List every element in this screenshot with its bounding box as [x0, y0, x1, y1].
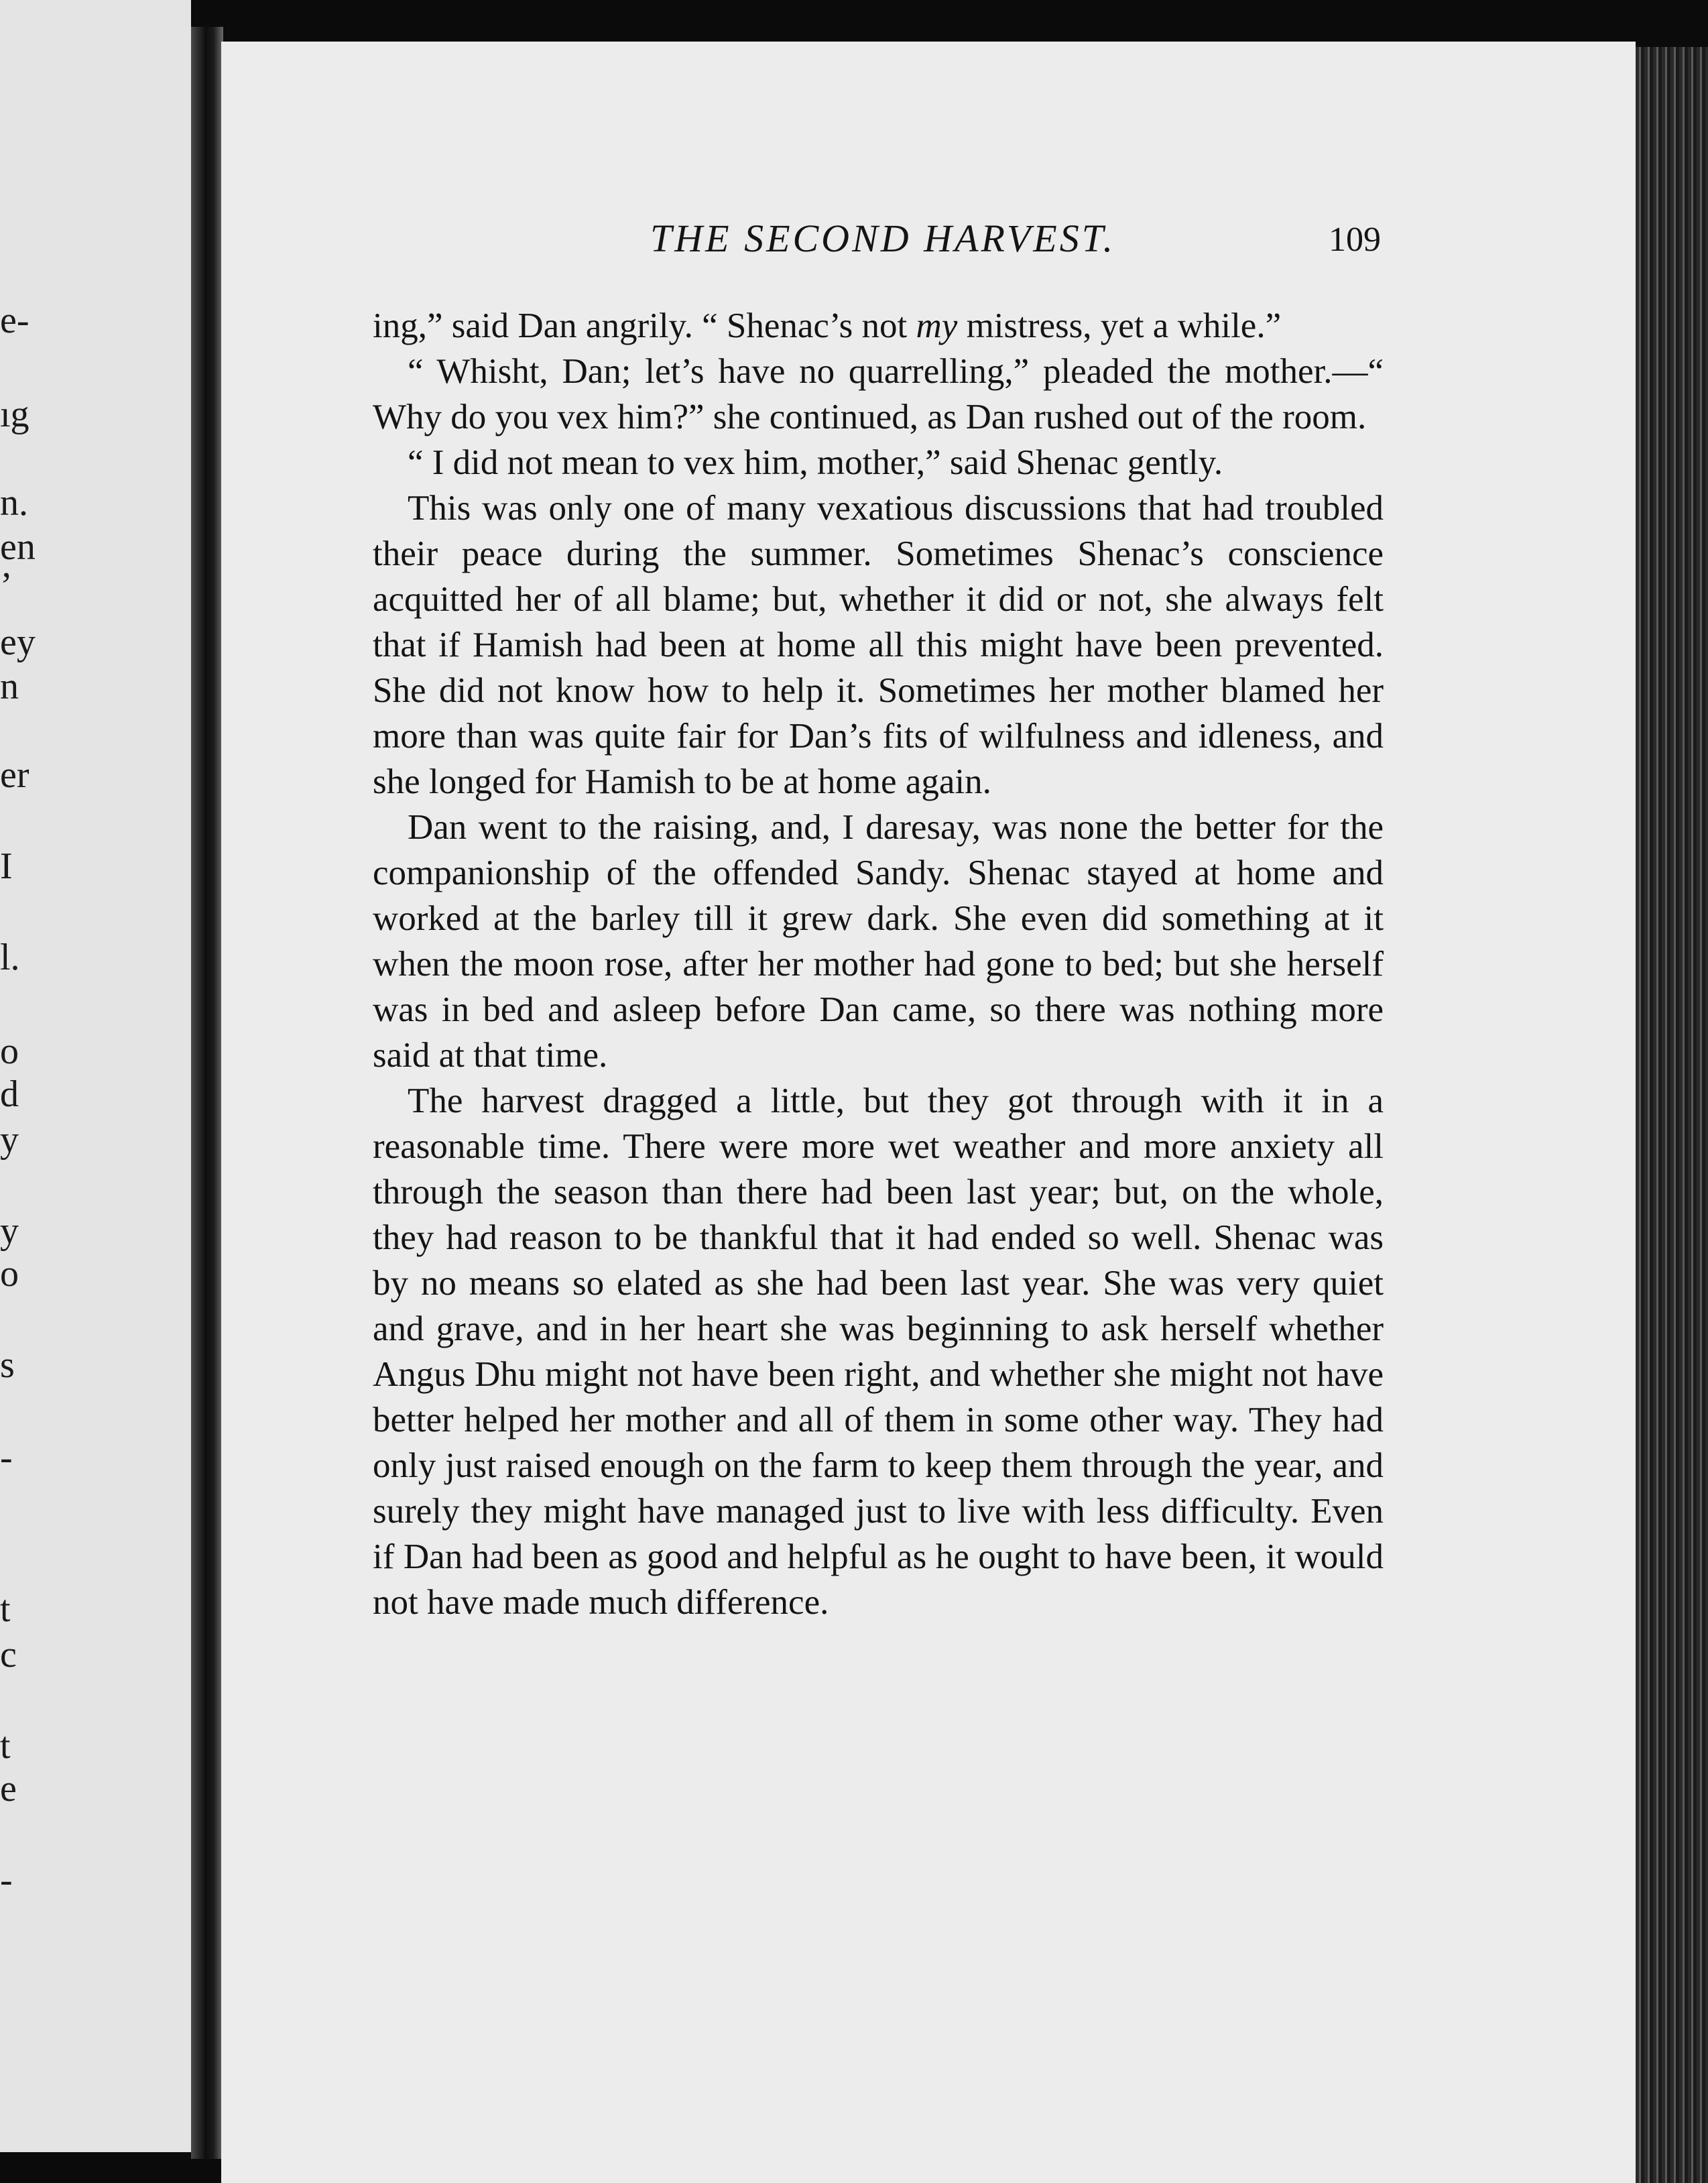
line-fragment: e-	[0, 300, 29, 341]
paragraph: Dan went to the raising, and, I daresay, was none the better for the companionship of the offended Sandy. Shenac stayed at home and worked at the barley till it grew dark. She even did something at it when the moon rose, after her mother had gone to bed; but she herself was in bed and asleep before Dan came, so there was nothing more said at that time.	[373, 808, 1384, 1075]
line-fragment: er	[0, 754, 29, 796]
line-fragment: o	[0, 1253, 19, 1295]
line-fragment: l.	[0, 937, 20, 978]
paragraph: The harvest dragged a little, but they got through with it in a reasonable time. There were more wet weather and more anxiety all through the season than there had been last year; but, on the whole, they had reason to be thankful that it had ended so well. Shenac was by no means so elated as she had been last year. She was very quiet and grave, and in her heart she was beginning to ask herself whether Angus Dhu might not have been right, and whether she might not have better helped her mother and all of them in some other way. They had only just raised enough on the farm to keep them through the year, and surely they might have managed just to live with less difficulty. Even if Dan had been as good and helpful as he ought to have been, it would not have made much difference.	[373, 1081, 1384, 1622]
paragraph: This was only one of many vexatious discussions that had troubled their peace during the summer. Sometimes Shenac’s conscience acquitted her of all blame; but, whether it did or not, she always felt that if Hamish had been at home all this might have been prevented. She did not know how to help it. Sometimes her mother blamed her more than was quite fair for Dan’s fits of wilfulness and idleness, and she longed for Hamish to be at home again.	[373, 489, 1384, 801]
facing-page-line-ends	[0, 0, 191, 2152]
running-title: THE SECOND HARVEST.	[650, 217, 1116, 260]
line-fragment: n.	[0, 482, 28, 524]
page-edges	[1636, 47, 1708, 2183]
line-fragment: o	[0, 1030, 19, 1072]
paragraph: “ Whisht, Dan; let’s have no quarrelling,” pleaded the mother.—“ Why do you vex him?” she continued, as Dan rushed out of the room.	[373, 352, 1384, 436]
book-gutter	[191, 27, 223, 2159]
line-fragment: y	[0, 1119, 19, 1161]
paragraph: ing,” said Dan angrily. “ Shenac’s not my mistress, yet a while.”	[373, 306, 1282, 345]
line-fragment: en	[0, 526, 36, 568]
page-number: 109	[1329, 221, 1381, 259]
line-fragment: ey	[0, 622, 36, 663]
line-fragment: -	[0, 1437, 13, 1478]
facing-page-fragment	[0, 0, 191, 2152]
line-fragment: c	[0, 1634, 17, 1675]
paragraph: “ I did not mean to vex him, mother,” said Shenac gently.	[408, 443, 1223, 482]
line-fragment: -	[0, 1859, 13, 1901]
running-head	[375, 216, 1381, 270]
line-fragment: I	[0, 845, 13, 887]
line-fragment: e	[0, 1768, 17, 1810]
line-fragment: y	[0, 1210, 19, 1252]
line-fragment: ıg	[0, 394, 29, 435]
line-fragment: d	[0, 1073, 19, 1115]
line-fragment: t	[0, 1588, 11, 1630]
emphasis: my	[916, 306, 958, 345]
line-fragment: n	[0, 666, 19, 707]
line-fragment: t	[0, 1725, 11, 1767]
line-fragment: s	[0, 1344, 15, 1386]
body-text	[373, 303, 1384, 1625]
line-fragment: ’	[0, 565, 13, 607]
